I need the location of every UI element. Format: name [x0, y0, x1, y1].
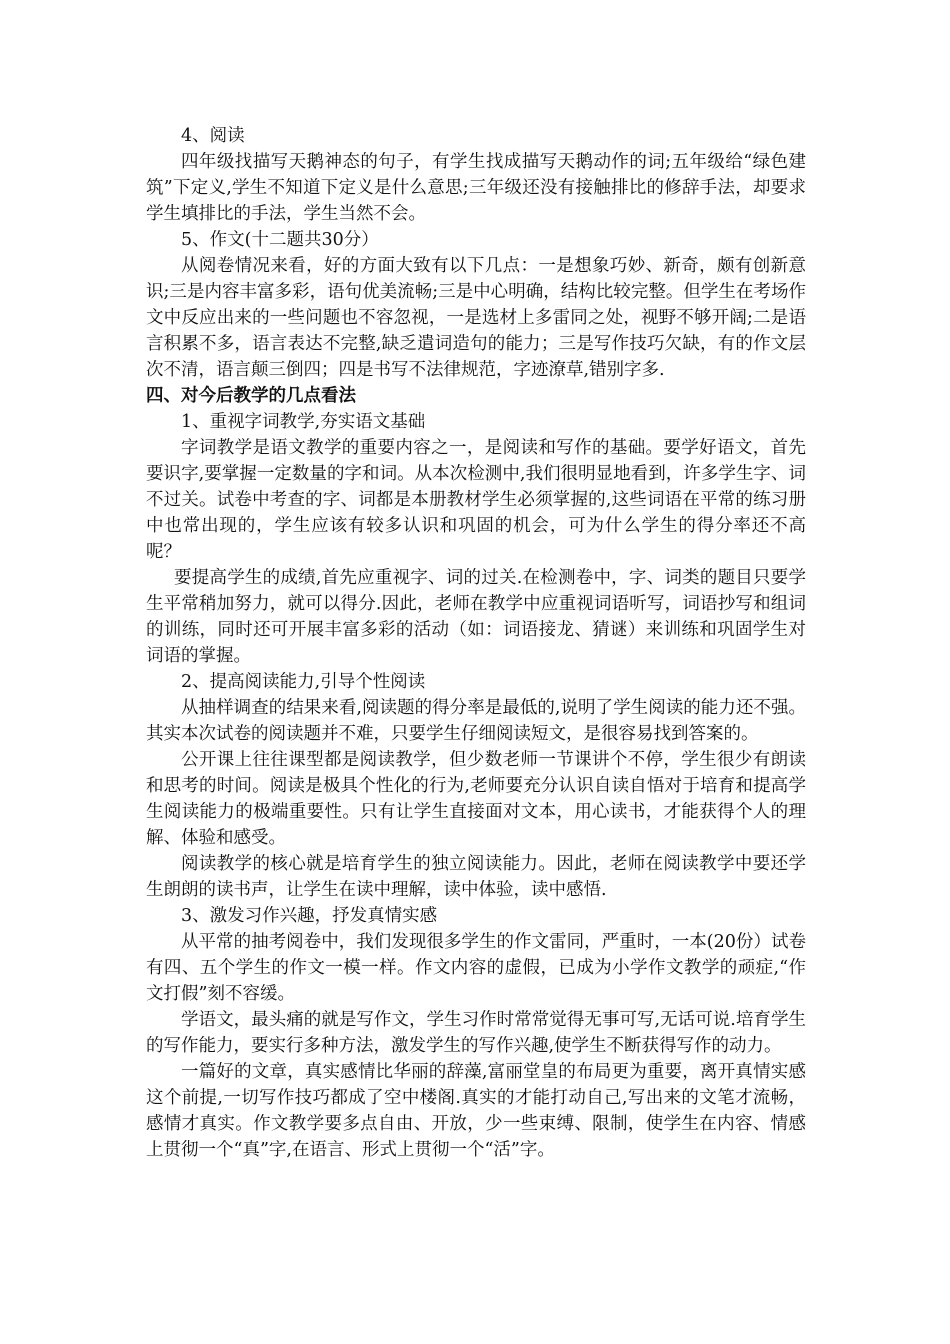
- paragraph-open-class: 公开课上往往课型都是阅读教学，但少数老师一节课讲个不停，学生很少有朗读和思考的时间。阅读是极具个性化的行为,老师要充分认识自读自悟对于培育和提高学生阅读能力的极端重要性。只有让学生直接面对文本，用心读书，才能获得个人的理解、体验和感受。: [146, 750, 806, 848]
- section-title-teaching-views: 四、对今后教学的几点看法: [146, 386, 356, 406]
- subheading-writing-interest: 3、激发习作兴趣，抒发真情实感: [181, 906, 438, 926]
- paragraph-writing-similarity: 从平常的抽考阅卷中，我们发现很多学生的作文雷同，严重时，一本(20份）试卷有四、五个学生的作文一模一样。作文内容的虚假，已成为小学作文教学的顽症,“作文打假”刻不容缓。: [146, 932, 806, 1004]
- paragraph-good-article: 一篇好的文章，真实感情比华丽的辞藻,富丽堂皇的布局更为重要，离开真情实感这个前提,一切写作技巧都成了空中楼阁.真实的才能打动自己,写出来的文笔才流畅，感情才真实。作文教学要多点自由、开放，少一些束缚、限制，使学生在内容、情感上贯彻一个“真”字,在语言、形式上贯彻一个“活”字。: [146, 1062, 806, 1160]
- paragraph-word-teaching: 字词教学是语文教学的重要内容之一，是阅读和写作的基础。要学好语文，首先要识字,要掌握一定数量的字和词。从本次检测中,我们很明显地看到，许多学生字、词不过关。试卷中考查的字、词都是本册教材学生必须掌握的,这些词语在平常的练习册中也常出现的，学生应该有较多认识和巩固的机会，可为什么学生的得分率还不高呢？: [146, 438, 806, 562]
- paragraph-reading-survey: 从抽样调查的结果来看,阅读题的得分率是最低的,说明了学生阅读的能力还不强。其实本次试卷的阅读题并不难，只要学生仔细阅读短文，是很容易找到答案的。: [146, 698, 806, 744]
- document-page: [146, 123, 806, 1163]
- paragraph-reading-analysis: 四年级找描写天鹅神态的句子，有学生找成描写天鹅动作的词;五年级给“绿色建筑”下定义,学生不知道下定义是什么意思;三年级还没有接触排比的修辞手法，却要求学生填排比的手法，学生当然不会。: [146, 152, 806, 224]
- section-heading-reading: 4、阅读: [181, 126, 245, 146]
- paragraph-composition-analysis: 从阅卷情况来看，好的方面大致有以下几点：一是想象巧妙、新奇，颇有创新意识;三是内容丰富多彩，语句优美流畅;三是中心明确，结构比较完整。但学生在考场作文中反应出来的一些问题也不容忽视，一是选材上多雷同之处，视野不够开阔;二是语言积累不多，语言表达不完整,缺乏遣词造句的能力；三是写作技巧欠缺，有的作文层次不清，语言颠三倒四；四是书写不法律规范，字迹潦草,错别字多.: [146, 256, 806, 380]
- paragraph-reading-core: 阅读教学的核心就是培育学生的独立阅读能力。因此，老师在阅读教学中要还学生朗朗的读书声，让学生在读中理解，读中体验，读中感悟.: [146, 854, 806, 900]
- subheading-word-teaching: 1、重视字词教学,夯实语文基础: [181, 412, 426, 432]
- paragraph-word-mastery: 要提高学生的成绩,首先应重视字、词的过关.在检测卷中，字、词类的题目只要学生平常稍加努力，就可以得分.因此，老师在教学中应重视词语听写，词语抄写和组词的训练，同时还可开展丰富多彩的活动（如：词语接龙、猜谜）来训练和巩固学生对词语的掌握。: [146, 568, 806, 666]
- subheading-reading-ability: 2、提高阅读能力,引导个性阅读: [181, 672, 426, 692]
- section-heading-composition: 5、作文(十二题共30分）: [181, 230, 379, 250]
- paragraph-writing-difficulty: 学语文，最头痛的就是写作文，学生习作时常常觉得无事可写,无话可说.培育学生的写作能力，要实行多种方法，激发学生的写作兴趣,使学生不断获得写作的动力。: [146, 1010, 806, 1056]
